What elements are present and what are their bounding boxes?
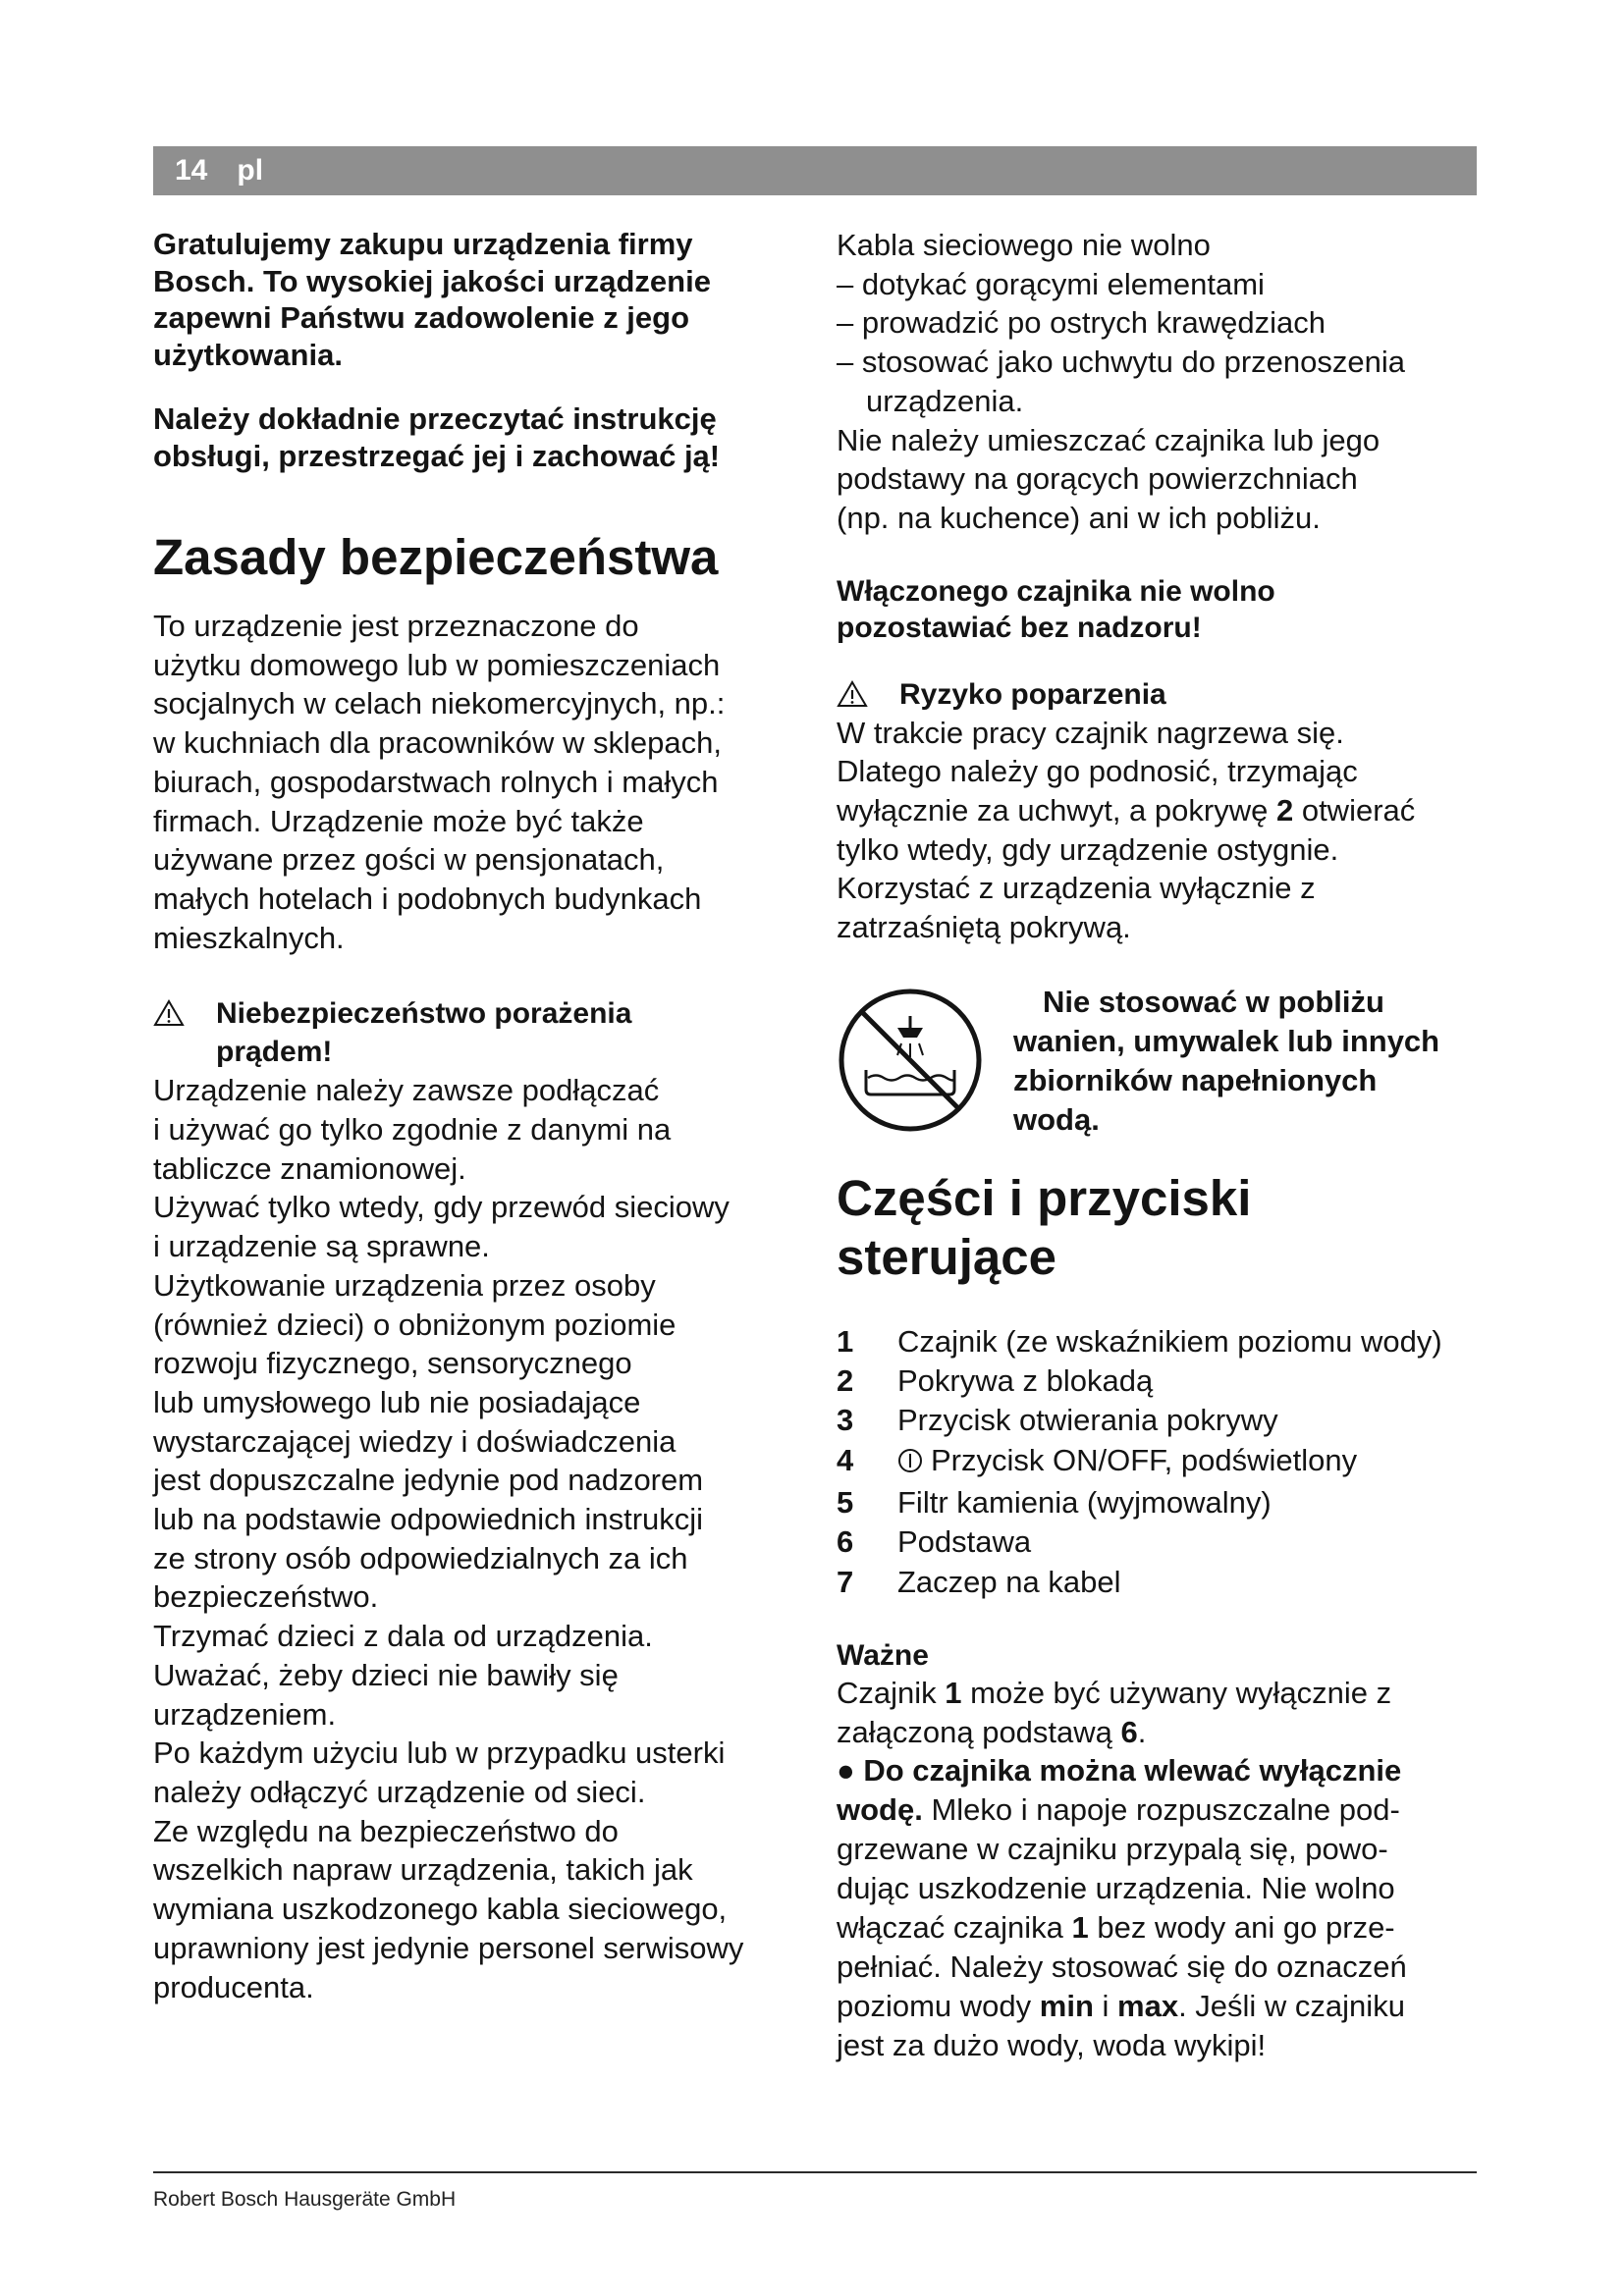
part-label: Zaczep na kabel (897, 1564, 1121, 1599)
usage-paragraph (153, 607, 801, 957)
footer-company: Robert Bosch Hausgeräte GmbH (153, 2188, 457, 2211)
shock-line: jest dopuszczalne jedynie pod nadzorem (153, 1463, 704, 1498)
text-run: . Jeśli w czajniku (1178, 1989, 1405, 2024)
water-line: wodą. (1013, 1101, 1100, 1137)
shock-line: wystarczającej wiedzy i doświadczenia (153, 1423, 677, 1459)
water-warning-text (1013, 983, 1504, 1140)
right-column (837, 226, 1485, 2065)
part-number: 5 (837, 1485, 854, 1521)
burn-paragraph (837, 714, 1485, 947)
shock-heading-line: prądem! (216, 1036, 333, 1069)
part-ref: 1 (1071, 1910, 1089, 1946)
text-run: Czajnik (837, 1675, 946, 1710)
unattended-line: pozostawiać bez nadzoru! (837, 611, 1202, 644)
burn-line: zatrzaśniętą pokrywą. (837, 910, 1131, 945)
shock-line: urządzeniem. (153, 1696, 337, 1732)
usage-line: małych hotelach i podobnych budynkach (153, 881, 702, 916)
part-label: Filtr kamienia (wyjmowalny) (897, 1485, 1272, 1521)
cable-intro: Kabla sieciowego nie wolno (837, 228, 1211, 262)
list-item (837, 1522, 1485, 1562)
page-header-bar (153, 146, 1477, 195)
shock-line: rozwoju fizycznego, sensorycznego (153, 1346, 632, 1381)
part-label: Przycisk ON/OFF, podświetlony (931, 1442, 1358, 1477)
part-number: 2 (837, 1363, 854, 1399)
parts-list (837, 1322, 1485, 1602)
warning-triangle-icon (837, 675, 899, 714)
usage-line: socjalnych w celach niekomercyjnych, np.: (153, 686, 726, 721)
shock-line: i urządzenie są sprawne. (153, 1229, 490, 1264)
important-line (837, 1674, 1485, 1713)
safety-title: Zasady bezpieczeństwa (153, 529, 719, 585)
part-ref: 1 (945, 1675, 962, 1710)
important-line (837, 1713, 1485, 1752)
list-item (837, 1483, 1485, 1522)
important-paragraph (837, 1674, 1485, 1751)
placement-line: (np. na kuchence) ani w ich pobliżu. (837, 500, 1321, 535)
part-number: 7 (837, 1564, 854, 1599)
shock-line: wymiana uszkodzonego kabla sieciowego, (153, 1892, 728, 1927)
bullet-bold: Do czajnika można wlewać wyłącznie (863, 1753, 1402, 1789)
list-item: – dotykać gorącymi elementami (837, 266, 1265, 301)
bullet-bold: wodę. (837, 1792, 923, 1828)
text-run: . (1137, 1714, 1147, 1749)
shock-line: Urządzenie należy zawsze podłączać (153, 1073, 660, 1108)
parts-title-line: sterujące (837, 1228, 1056, 1285)
text-run: włączać czajnika (837, 1910, 1072, 1946)
part-label: Czajnik (ze wskaźnikiem poziomu wody) (897, 1323, 1442, 1359)
language-code: pl (237, 154, 264, 187)
burn-warning (837, 675, 1485, 947)
text-run: i (1093, 1989, 1118, 2024)
water-line: zbiorników napełnionych (1013, 1062, 1378, 1097)
burn-line (837, 791, 1485, 830)
shock-line: Użytkowanie urządzenia przez osoby (153, 1267, 656, 1303)
burn-line: Korzystać z urządzenia wyłącznie z (837, 871, 1316, 906)
usage-line: w kuchniach dla pracowników w sklepach, (153, 725, 722, 761)
bullet-line: grzewane w czajniku przypalą się, powo- (837, 1832, 1388, 1867)
unattended-line: Włączonego czajnika nie wolno (837, 574, 1275, 608)
list-item: – stosować jako uchwytu do przenoszenia urządzenia. (837, 345, 1405, 418)
parts-title (837, 1169, 1485, 1287)
level-min: min (1039, 1989, 1094, 2024)
part-ref: 6 (1120, 1714, 1138, 1749)
shock-line: Po każdym użyciu lub w przypadku usterki (153, 1735, 726, 1771)
shock-heading (153, 994, 801, 1071)
intro-line: Gratulujemy zakupu urządzenia firmy (153, 227, 693, 261)
important-title: Ważne (837, 1638, 929, 1672)
usage-line: biurach, gospodarstwach rolnych i małych (153, 764, 719, 799)
warning-triangle-icon (153, 994, 216, 1033)
level-max: max (1117, 1989, 1179, 2024)
left-column (153, 226, 801, 2006)
usage-line: mieszkalnych. (153, 920, 345, 955)
placement-line: Nie należy umieszczać czajnika lub jego (837, 422, 1380, 457)
read-line: Należy dokładnie przeczytać instrukcję (153, 401, 717, 436)
shock-line: uprawniony jest jedynie personel serwisowy (153, 1930, 744, 1965)
intro-paragraph (153, 226, 801, 373)
water-only-bullet (837, 1751, 1485, 2065)
parts-title-line: Części i przyciski (837, 1169, 1252, 1226)
bullet-line: pełniać. Należy stosować się do oznaczeń (837, 1949, 1407, 1985)
shock-line: bezpieczeństwo. (153, 1579, 379, 1615)
text-run: poziomu wody (837, 1989, 1040, 2024)
shock-line: (również dzieci) o obniżonym poziomie (153, 1307, 677, 1342)
shock-line: lub umysłowego lub nie posiadające (153, 1384, 641, 1419)
shock-line: należy odłączyć urządzenie od sieci. (153, 1774, 646, 1809)
text-run: bez wody ani go prze- (1088, 1910, 1395, 1946)
shock-line: i używać go tylko zgodnie z danymi na (153, 1112, 672, 1148)
intro-line: użytkowania. (153, 337, 343, 372)
cable-paragraph (837, 226, 1485, 538)
shock-line: producenta. (153, 1969, 314, 2004)
bullet-line: dując uszkodzenie urządzenia. Nie wolno (837, 1871, 1395, 1906)
no-water-icon (837, 987, 984, 1134)
placement-line: podstawy na gorących powierzchniach (837, 461, 1358, 497)
bullet-line: jest za dużo wody, woda wykipi! (837, 2028, 1267, 2063)
shock-warning (153, 994, 801, 2006)
shock-line: ze strony osób odpowiedzialnych za ich (153, 1540, 688, 1575)
footer-divider (153, 2171, 1477, 2173)
shock-line: lub na podstawie odpowiednich instrukcji (153, 1502, 704, 1537)
shock-line: Używać tylko wtedy, gdy przewód sieciowy (153, 1190, 730, 1225)
shock-line: Ze względu na bezpieczeństwo do (153, 1813, 619, 1848)
power-icon (897, 1444, 923, 1483)
text-run: Mleko i napoje rozpuszczalne pod- (922, 1792, 1400, 1828)
text-run: załączoną podstawą (837, 1714, 1121, 1749)
intro-line: zapewni Państwu zadowolenie z jego (153, 300, 690, 335)
shock-line: wszelkich napraw urządzenia, takich jak (153, 1852, 693, 1888)
shock-line: Uważać, żeby dzieci nie bawiły się (153, 1657, 619, 1692)
water-line: Nie stosować w pobliżu (1043, 984, 1384, 1019)
list-item: – prowadzić po ostrych krawędziach (837, 305, 1326, 341)
read-instructions-note (153, 400, 801, 474)
part-number: 6 (837, 1524, 854, 1560)
bullet-mark: ● (837, 1753, 855, 1789)
part-number: 3 (837, 1403, 854, 1438)
water-warning (837, 983, 1485, 1146)
list-item (837, 1401, 1485, 1440)
burn-heading (837, 675, 1485, 714)
part-number: 4 (837, 1442, 854, 1477)
burn-line: W trakcie pracy czajnik nagrzewa się. (837, 715, 1344, 750)
shock-line: tabliczce znamionowej. (153, 1150, 466, 1186)
part-label: Podstawa (897, 1524, 1032, 1560)
cable-list (837, 265, 1485, 421)
burn-heading-text: Ryzyko poparzenia (899, 677, 1166, 711)
water-line: wanien, umywalek lub innych (1013, 1023, 1440, 1058)
part-label: Pokrywa z blokadą (897, 1363, 1154, 1399)
shock-paragraph (153, 1071, 801, 2006)
page-number: 14 (175, 154, 208, 187)
text-run: otwierać (1293, 793, 1416, 828)
text-run: może być używany wyłącznie z (961, 1675, 1392, 1710)
shock-line: Trzymać dzieci z dala od urządzenia. (153, 1619, 653, 1654)
part-number: 1 (837, 1323, 854, 1359)
text-run: wyłącznie za uchwyt, a pokrywę (837, 793, 1276, 828)
unattended-note (837, 573, 1485, 646)
part-ref: 2 (1275, 793, 1294, 828)
burn-line: Dlatego należy go podnosić, trzymając (837, 754, 1358, 789)
shock-heading-line: Niebezpieczeństwo porażenia (216, 997, 632, 1031)
list-item (837, 1322, 1485, 1362)
usage-line: firmach. Urządzenie może być także (153, 803, 644, 838)
list-item (837, 1441, 1485, 1483)
usage-line: używane przez gości w pensjonatach, (153, 842, 665, 878)
usage-line: użytku domowego lub w pomieszczeniach (153, 647, 721, 682)
read-line: obsługi, przestrzegać jej i zachować ją! (153, 438, 721, 473)
list-item (837, 1563, 1485, 1602)
usage-line: To urządzenie jest przeznaczone do (153, 609, 639, 643)
list-item (837, 1362, 1485, 1401)
burn-line: tylko wtedy, gdy urządzenie ostygnie. (837, 831, 1339, 867)
intro-line: Bosch. To wysokiej jakości urządzenie (153, 263, 711, 298)
part-label: Przycisk otwierania pokrywy (897, 1403, 1278, 1438)
